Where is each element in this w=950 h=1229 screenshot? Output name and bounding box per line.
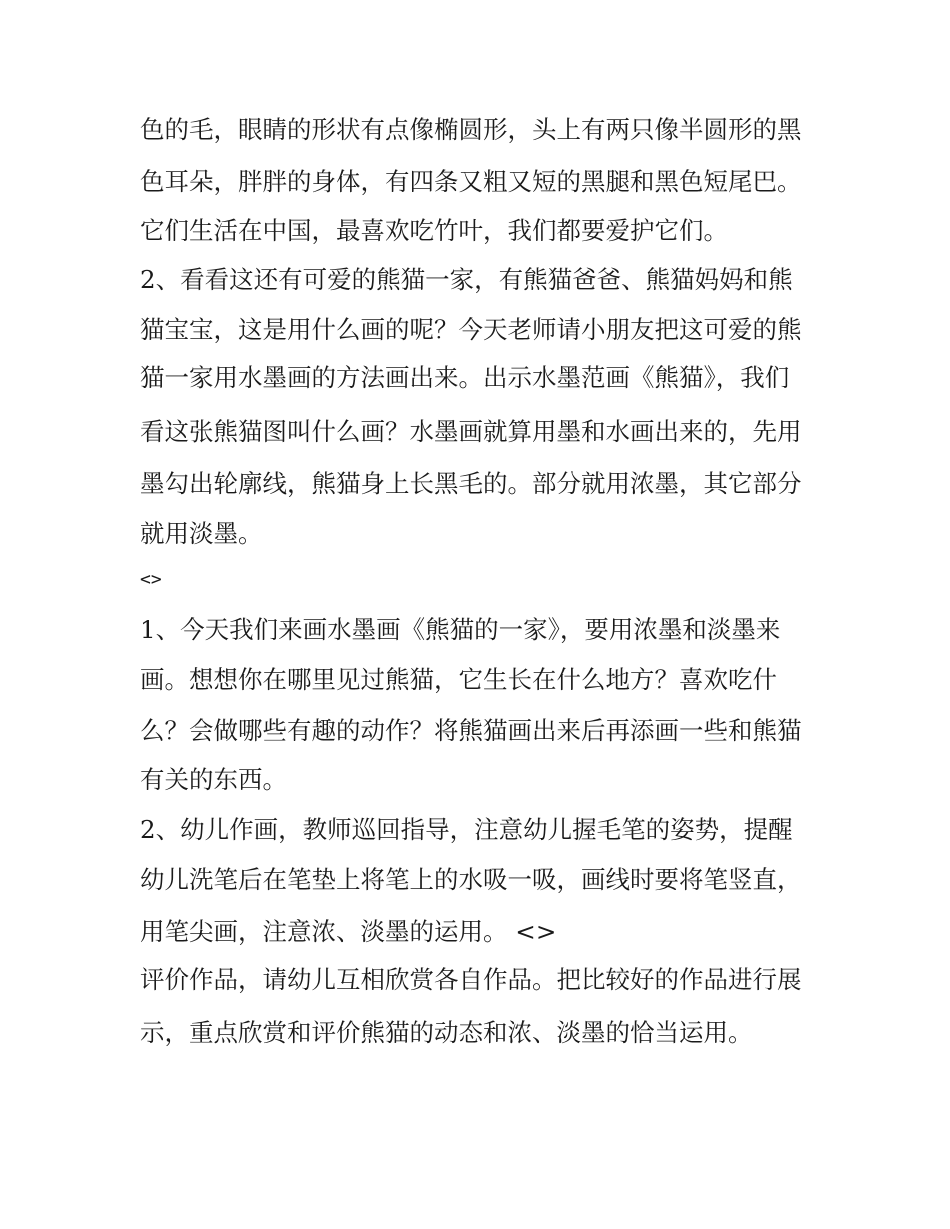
paragraph-line: 幼儿洗笔后在笔垫上将笔上的水吸一吸，画线时要将笔竖直， [140, 865, 802, 894]
paragraph-line: 猫一家用水墨画的方法画出来。出示水墨范画《熊猫》，我们 [140, 363, 790, 392]
paragraph-line: 用笔尖画，注意浓、淡墨的运用。 <> [140, 917, 557, 946]
paragraph-line: 2、看看这还有可爱的熊猫一家，有熊猫爸爸、熊猫妈妈和熊 [140, 265, 793, 294]
paragraph-line: 看这张熊猫图叫什么画？水墨画就算用墨和水画出来的，先用 [140, 417, 802, 446]
paragraph-line: 猫宝宝，这是用什么画的呢？今天老师请小朋友把这可爱的熊 [140, 315, 802, 344]
paragraph-line: 色的毛，眼睛的形状有点像椭圆形，头上有两只像半圆形的黑 [140, 115, 802, 144]
paragraph-line: 示，重点欣赏和评价熊猫的动态和浓、淡墨的恰当运用。 [140, 1018, 753, 1047]
paragraph-line: 评价作品，请幼儿互相欣赏各自作品。把比较好的作品进行展 [140, 965, 802, 994]
paragraph-line: 色耳朵，胖胖的身体，有四条又粗又短的黑腿和黑色短尾巴。 [140, 167, 802, 196]
placeholder-marker: <> [140, 569, 162, 590]
paragraph-line: 1、今天我们来画水墨画《熊猫的一家》，要用浓墨和淡墨来 [140, 615, 781, 644]
paragraph-line: 么？会做哪些有趣的动作？将熊猫画出来后再添画一些和熊猫 [140, 716, 802, 745]
paragraph-line: 墨勾出轮廓线，熊猫身上长黑毛的。部分就用浓墨，其它部分 [140, 469, 802, 498]
paragraph-line: 画。想想你在哪里见过熊猫，它生长在什么地方？喜欢吃什 [140, 665, 777, 694]
paragraph-line: 就用淡墨。 [140, 519, 263, 548]
paragraph-line: 有关的东西。 [140, 765, 287, 794]
paragraph-line: 它们生活在中国，最喜欢吃竹叶，我们都要爱护它们。 [140, 216, 728, 245]
paragraph-line: 2、幼儿作画，教师巡回指导，注意幼儿握毛笔的姿势，提醒 [140, 815, 793, 844]
